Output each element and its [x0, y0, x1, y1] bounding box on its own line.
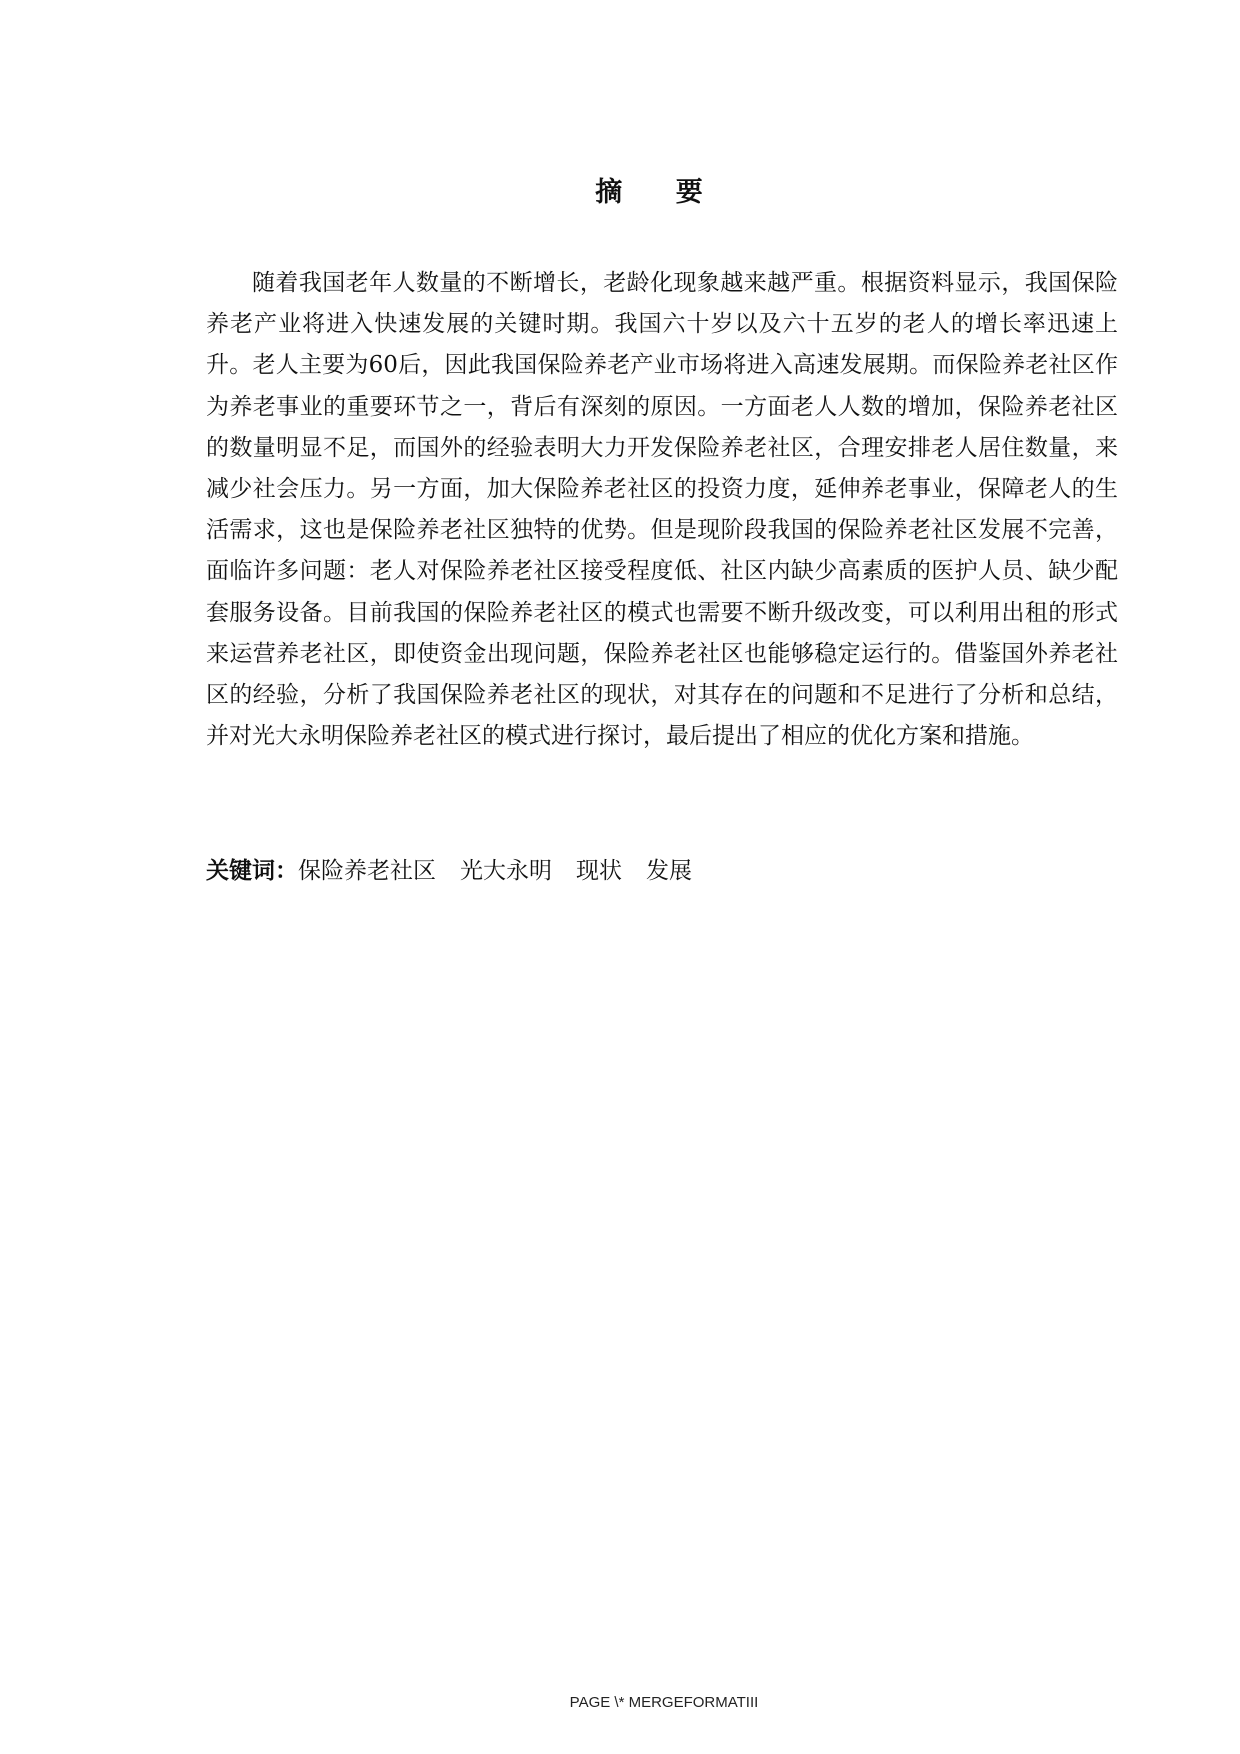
- abstract-body: 随着我国老年人数量的不断增长，老龄化现象越来越严重。根据资料显示，我国保险养老产业将进入快速发展的关键时期。我国六十岁以及六十五岁的老人的增长率迅速上升。老人主要为60后，因此我国保险养老产业市场将进入高速发展期。而保险养老社区作为养老事业的重要环节之一，背后有深刻的原因。一方面老人人数的增加，保险养老社区的数量明显不足，而国外的经验表明大力开发保险养老社区，合理安排老人居住数量，来减少社会压力。另一方面，加大保险养老社区的投资力度，延伸养老事业，保障老人的生活需求，这也是保险养老社区独特的优势。但是现阶段我国的保险养老社区发展不完善，面临许多问题：老人对保险养老社区接受程度低、社区内缺少高素质的医护人员、缺少配套服务设备。目前我国的保险养老社区的模式也需要不断升级改变，可以利用出租的形式来运营养老社区，即使资金出现问题，保险养老社区也能够稳定运行的。借鉴国外养老社区的经验，分析了我国保险养老社区的现状，对其存在的问题和不足进行了分析和总结，并对光大永明保险养老社区的模式进行探讨，最后提出了相应的优化方案和措施。: [206, 270, 1118, 750]
- keywords-label: 关键词：: [206, 858, 298, 884]
- keyword-item: 光大永明: [460, 858, 552, 884]
- keyword-item: 保险养老社区: [298, 858, 436, 884]
- keyword-item: 现状: [576, 858, 622, 884]
- abstract-title: 摘 要: [595, 177, 725, 208]
- keyword-item: 发展: [646, 858, 692, 884]
- keywords-line: [206, 851, 1118, 892]
- page-footer: PAGE \* MERGEFORMATIII: [569, 1694, 759, 1711]
